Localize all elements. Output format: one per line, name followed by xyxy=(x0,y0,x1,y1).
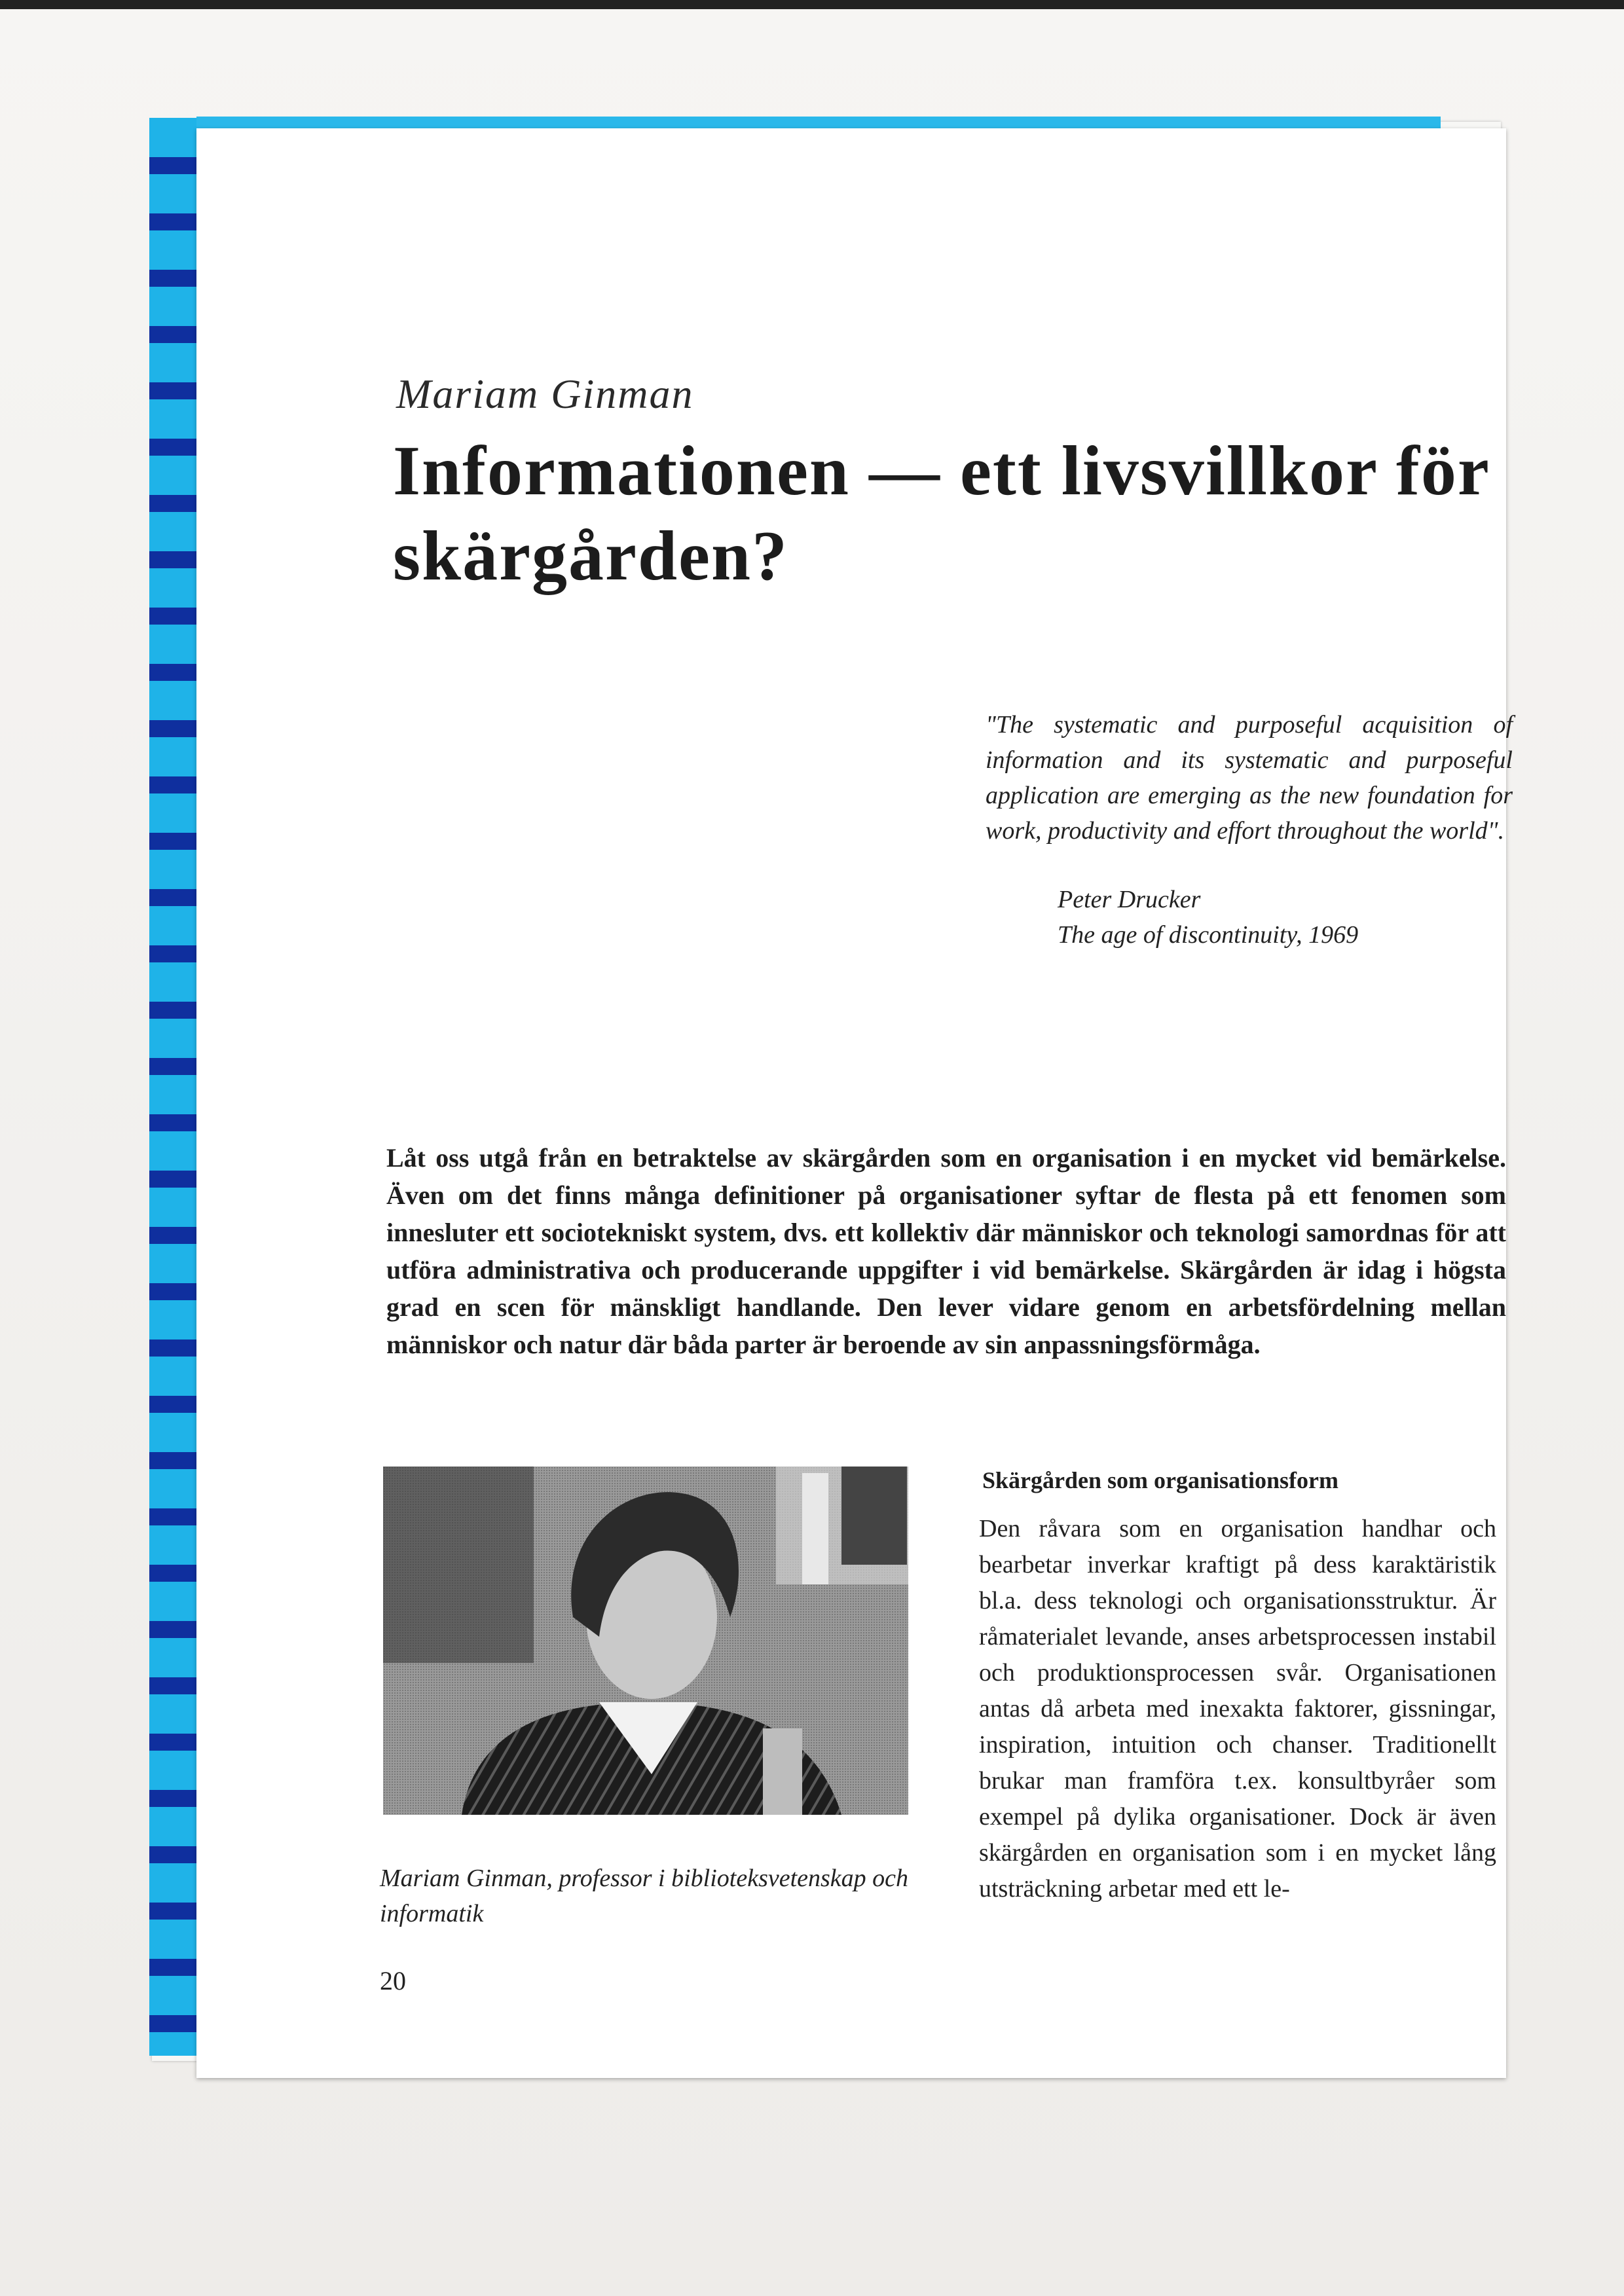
article-title: Informationen — ett livsvillkor för skärgården? xyxy=(393,432,1489,595)
section-heading: Skärgården som organisationsform xyxy=(982,1467,1339,1493)
article-author: Mariam Ginman xyxy=(396,371,694,417)
portrait-image xyxy=(383,1467,908,1815)
author-photo xyxy=(383,1467,908,1815)
page-number: 20 xyxy=(380,1966,406,1995)
epigraph-source: The age of discontinuity, 1969 xyxy=(1058,921,1359,949)
epigraph-author: Peter Drucker xyxy=(1058,886,1201,913)
magazine-top-edge xyxy=(196,117,1441,130)
scanner-edge xyxy=(0,0,1624,9)
lead-paragraph: Låt oss utgå från en betraktelse av skärgården som en organisation i en mycket vid bemärkelse. Även om det finns många definitioner på organisationer syftar de flesta på ett fenomen som innesluter ett sociotekniskt system, dvs. ett kollektiv där människor och teknologi samordnas för att utföra administrativa och producerande uppgifter i vid bemärkelse. Skärgården är idag i högsta grad en scen för mänskligt handlande. Den lever vidare genom en arbetsfördelning mellan människor och natur där båda parter är beroende av sin anpassningsförmåga. xyxy=(386,1143,1506,1359)
photo-caption: Mariam Ginman, professor i biblioteksvetenskap och informatik xyxy=(380,1865,909,1927)
epigraph-quote: "The systematic and purposeful acquisition of information and its systematic and purposeful application are emerging as the new foundation for work, productivity and effort throughout the world". xyxy=(986,711,1513,845)
section-body-text: Den råvara som en organisation handhar och bearbetar inverkar kraftigt på dess karaktäristik bl.a. dess teknologi och organisationsstruktur. Är råmaterialet levande, anses arbetsprocessen instabil och produktionsprocessen svår. Organisationen antas då arbeta med inexakta faktorer, gissningar, inspiration, intuition och chanser. Traditionellt brukar man framföra t.ex. konsultbyråer som exempel på dylika organisationer. Dock är även skärgården en organisation som i en mycket lång utsträckning arbetar med ett le- xyxy=(979,1515,1496,1903)
